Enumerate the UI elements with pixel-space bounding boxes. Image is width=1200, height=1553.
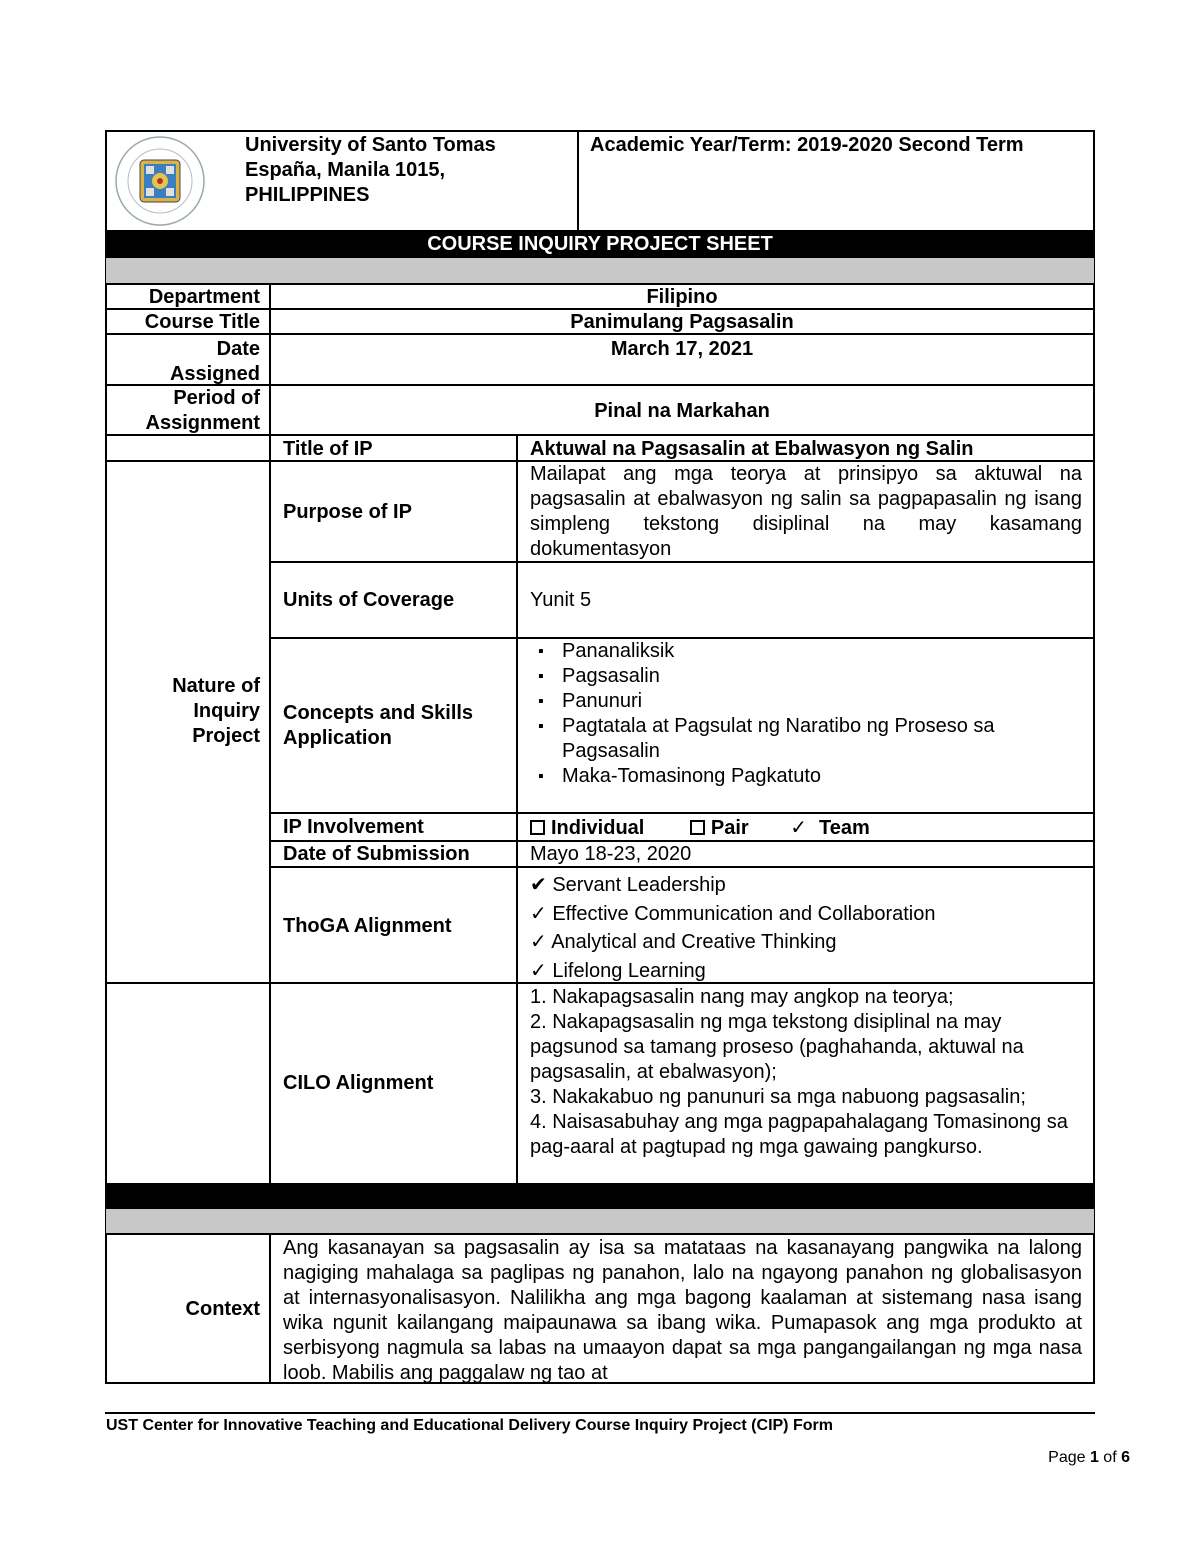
sheet-title: COURSE INQUIRY PROJECT SHEET	[427, 233, 773, 255]
thoga-list	[530, 871, 1090, 985]
university-city: España, Manila 1015,	[245, 159, 446, 181]
ust-seal-logo	[110, 134, 210, 228]
pair-checkbox[interactable]: Pair	[690, 817, 749, 839]
list-item: 1. Nakapagsasalin nang may angkop na teorya;	[530, 986, 954, 1008]
concepts-label: Concepts and Skills Application	[283, 702, 474, 749]
involvement-options	[530, 816, 1090, 841]
checkmark-icon: ✓	[790, 817, 808, 839]
submission-value: Mayo 18-23, 2020	[530, 843, 692, 865]
period-value: Pinal na Markahan	[594, 400, 770, 422]
list-item: ▪ Pagsasalin	[536, 664, 1066, 689]
individual-checkbox[interactable]: Individual	[530, 817, 644, 839]
course-title-label: Course Title	[144, 311, 260, 333]
list-item: ✓ Lifelong Learning	[530, 959, 706, 982]
list-item: 4. Naisasabuhay ang mga pagpapahalagang Tomasinong sa pag-aaral at pagtupad ng mga gawaing pangkurso.	[530, 1111, 1068, 1158]
list-item: ✓ Effective Communication and Collaboration	[530, 902, 936, 925]
submission-label: Date of Submission	[283, 843, 470, 865]
context-label: Context	[185, 1298, 260, 1320]
purpose-value: Mailapat ang mga teorya at prinsipyo sa aktuwal na pagsasalin at ebalwasyon ng salin sa pagpapasalin ng isang simpleng tekstong disiplinal na may kasamang dokumentasyon	[530, 463, 1082, 560]
list-item: ▪ Pananaliksik	[536, 639, 1066, 664]
team-checkbox[interactable]: ✓ Team	[790, 817, 870, 839]
department-label: Department	[148, 286, 260, 308]
department-value: Filipino	[646, 286, 718, 308]
checkbox-empty-icon	[530, 820, 545, 835]
list-item: 3. Nakakabuo ng panunuri sa mga nabuong pagsasalin;	[530, 1086, 1026, 1108]
university-address	[245, 133, 575, 208]
period-label: Period of Assignment	[145, 387, 260, 434]
thoga-label: ThoGA Alignment	[283, 915, 452, 937]
footer-form-name: UST Center for Innovative Teaching and Educational Delivery Course Inquiry Project (CIP) Form	[106, 1417, 833, 1434]
title-of-ip-value: Aktuwal na Pagsasalin at Ebalwasyon ng Salin	[530, 438, 974, 460]
date-assigned-value: March 17, 2021	[610, 338, 754, 360]
academic-year-term: Academic Year/Term: 2019-2020 Second Term	[590, 134, 1024, 156]
units-label: Units of Coverage	[283, 589, 455, 611]
university-name: University of Santo Tomas	[245, 134, 496, 156]
cilo-label: CILO Alignment	[283, 1072, 434, 1094]
list-item: ✓ Analytical and Creative Thinking	[530, 931, 837, 953]
page-number: Page 1 of 6	[1048, 1449, 1130, 1466]
purpose-label: Purpose of IP	[283, 501, 412, 523]
involvement-label: IP Involvement	[283, 816, 424, 838]
course-title-value: Panimulang Pagsasalin	[570, 311, 794, 333]
checkbox-empty-icon	[690, 820, 705, 835]
university-country: PHILIPPINES	[245, 184, 370, 206]
concepts-list	[536, 639, 1066, 789]
list-item: ▪ Maka-Tomasinong Pagkatuto	[536, 764, 1066, 789]
date-assigned-label: Date Assigned	[169, 338, 260, 385]
list-item: ▪ Pagtatala at Pagsulat ng Naratibo ng Proseso sa Pagsasalin	[536, 714, 1066, 764]
title-of-ip-label: Title of IP	[283, 438, 373, 460]
context-text: Ang kasanayan sa pagsasalin ay isa sa matataas na kasanayang pangwika na lalong nagiging mahalaga sa paglipas ng panahon, lalo na ngayong panahon ng globalisasyon at internasyonalisasyon. Nalilikha ang mga bagong kaalaman at sistemang nasa isang wika ngunit kailangang maipaunawa sa ibang wika. Pumapasok ang mga produkto at serbisyong nagmula sa labas na umaayon dapat sa mga pangangailangan ng mga nasa loob. Mabilis ang paggalaw ng tao at	[283, 1237, 1082, 1383]
list-item: 2. Nakapagsasalin ng mga tekstong disiplinal na may pagsunod sa tamang proseso (paghahanda, aktuwal na pagsasalin, at ebalwasyon);	[530, 1011, 1024, 1083]
list-item: ✔ Servant Leadership	[530, 874, 726, 896]
nature-of-inquiry-label: Nature of Inquiry Project	[172, 675, 260, 747]
cilo-list	[530, 985, 1082, 1160]
list-item: ▪ Panunuri	[536, 689, 1066, 714]
units-value: Yunit 5	[530, 589, 592, 611]
